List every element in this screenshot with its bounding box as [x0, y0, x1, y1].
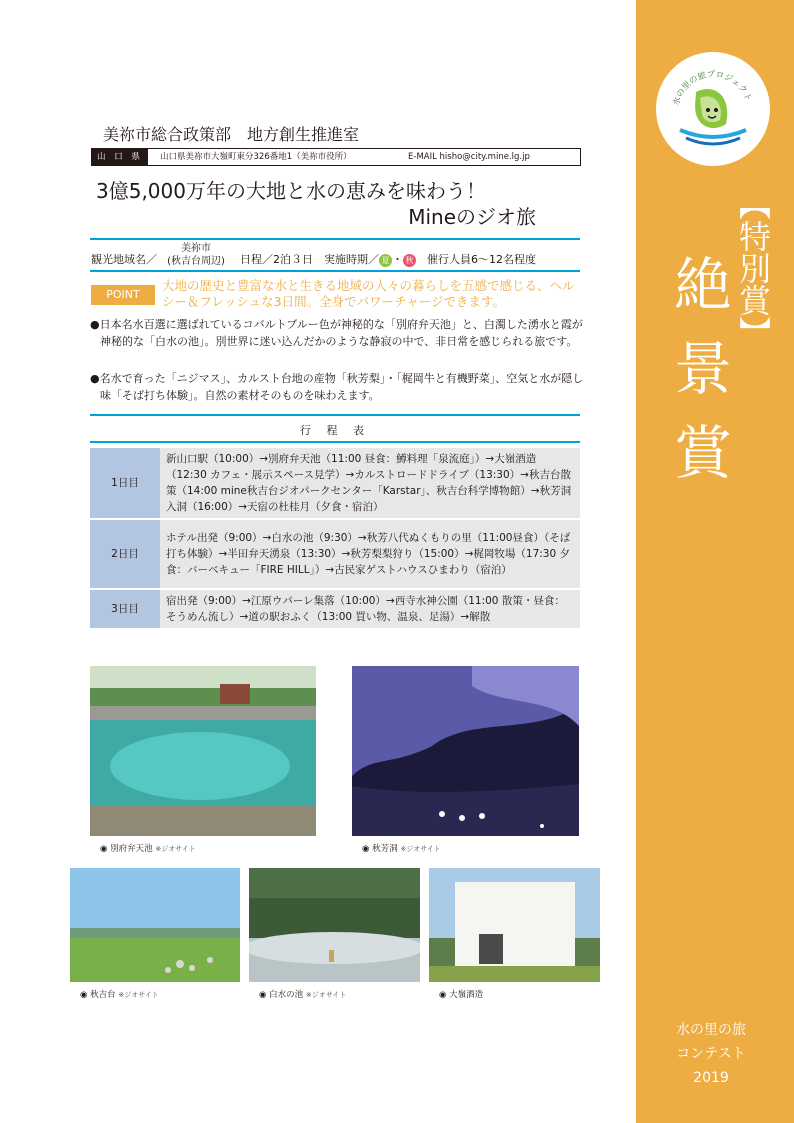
caption-note: ※ジオサイト: [118, 991, 159, 999]
photo-akiyoshido-cave: [352, 666, 579, 836]
photo-caption: [259, 988, 346, 1000]
divider: [90, 238, 580, 240]
divider: [90, 270, 580, 272]
photo-caption: [80, 988, 159, 1000]
table-row: [90, 589, 580, 629]
contest-label: [656, 1018, 766, 1090]
organization-name: 美祢市総合政策部 地方創生推進室: [103, 125, 360, 144]
bullet-item: ●名水で育った「ニジマス」、カルスト台地の産物「秋芳梨」・「梶岡牛と有機野菜」、空気と水が隠し味「そば打ち体験」。自然の素材そのものを味わえます。: [90, 372, 584, 402]
photo-caption: [439, 988, 483, 1000]
contest-line2: コンテスト: [676, 1046, 746, 1062]
photo-caption: [362, 842, 441, 854]
photo-shiramizu-pond: [249, 868, 420, 982]
side-band: [636, 0, 794, 1123]
divider: [90, 414, 580, 416]
itinerary-table: [90, 448, 580, 630]
people-text: 催行人員6〜12名程度: [427, 253, 536, 266]
address-text: 山口県美祢市大嶺町東分326番地1（美祢市役所）: [160, 152, 352, 162]
photo-beppu-benten-pond: [90, 666, 316, 836]
divider: [90, 441, 580, 443]
area-name: [166, 242, 226, 268]
page-title-line2: Mineのジオ旅: [408, 205, 536, 229]
day-cell: 3日目: [90, 589, 160, 629]
contest-line1: 水の里の旅: [676, 1022, 746, 1038]
table-row: [90, 448, 580, 519]
day-cell: 2日目: [90, 519, 160, 589]
caption-note: ※ジオサイト: [400, 845, 441, 853]
page-title-line1: 3億5,000万年の大地と水の恵みを味わう！: [96, 179, 486, 203]
award-sub-label: 【特別賞】: [734, 188, 772, 348]
day-body: 新山口駅（10:00）→別府弁天池（11:00 昼食：鱒料理「泉流庭」）→大嶺酒造（12:30 カフェ・展示スペース見学）→カルストロードドライブ（13:30）→秋吉台散策（14:00 mine秋吉台ジオパークセンター「Karstar」、秋吉台科学博物館）→秋芳洞入洞（16:00）→天宿の杜桂月（夕食・宿泊）: [160, 448, 580, 519]
email-text[interactable]: E-MAIL hisho@city.mine.lg.jp: [408, 152, 530, 162]
photo-akiyoshidai: [70, 868, 240, 982]
photo-caption: [100, 842, 196, 854]
table-row: [90, 519, 580, 589]
prefecture-badge: 山 口 県: [92, 149, 148, 165]
itinerary-heading: 行 程 表: [300, 424, 370, 437]
area-sub: (秋吉台周辺): [167, 256, 225, 267]
schedule-text: 日程／2泊３日 実施時期／: [240, 253, 379, 266]
season-autumn-badge: 秋: [403, 254, 416, 267]
contact-bar: [91, 148, 581, 166]
day-cell: 1日目: [90, 448, 160, 519]
day-body: 宿出発（9:00）→江原ウパーレ集落（10:00）→西寺水神公園（11:00 散策・昼食：そうめん流し）→道の駅おふく（13:00 買い物、温泉、足湯）→解散: [160, 589, 580, 629]
season-summer-badge: 夏: [379, 254, 392, 267]
caption-note: ※ジオサイト: [155, 845, 196, 853]
caption-note: ※ジオサイト: [305, 991, 347, 999]
contest-year: 2019: [693, 1070, 729, 1086]
caption-text: ◉ 白水の池: [259, 990, 304, 1000]
area-label: 観光地域名／: [91, 253, 157, 266]
bullet-item: ●日本名水百選に選ばれているコバルトブルー色が神秘的な「別府弁天池」と、白濁した湧水と霞が神秘的な「白水の池」。別世界に迷い込んだかのような静寂の中で、非日常を感じられる旅です。: [90, 318, 583, 348]
caption-text: ◉ 秋吉台: [80, 990, 116, 1000]
award-main-label: 絶景賞: [664, 254, 732, 506]
point-text: 大地の歴史と豊富な水と生きる地域の人々の暮らしを五感で感じる、ヘルシー＆フレッシュな3日間。全身でパワーチャージできます。: [162, 278, 575, 309]
svg-text:水の里の旅プロジェクト: 水の里の旅プロジェクト: [671, 69, 754, 107]
day-body: ホテル出発（9:00）→白水の池（9:30）→秋芳八代ぬくもりの里（11:00昼食）（そば打ち体験）→半田弁天湧泉（13:30）→秋芳梨梨狩り（15:00）→梶岡牧場（17:30 夕食：バーベキュー「FIRE HILL」）→古民家ゲストハウスひまわり（宿泊）: [160, 519, 580, 589]
area-city: 美祢市: [181, 243, 211, 254]
photo-oomine-brewery: [429, 868, 600, 982]
caption-text: ◉ 別府弁天池: [100, 844, 153, 854]
project-logo: [656, 52, 770, 166]
caption-text: ◉ 秋芳洞: [362, 844, 398, 854]
caption-text: ◉ 大嶺酒造: [439, 990, 484, 1000]
itinerary-table-wrap: [90, 448, 580, 630]
point-badge: POINT: [91, 285, 155, 305]
schedule-info: 日程／2泊３日 実施時期／ 夏 ・ 秋 催行人員6〜12名程度: [240, 253, 536, 266]
